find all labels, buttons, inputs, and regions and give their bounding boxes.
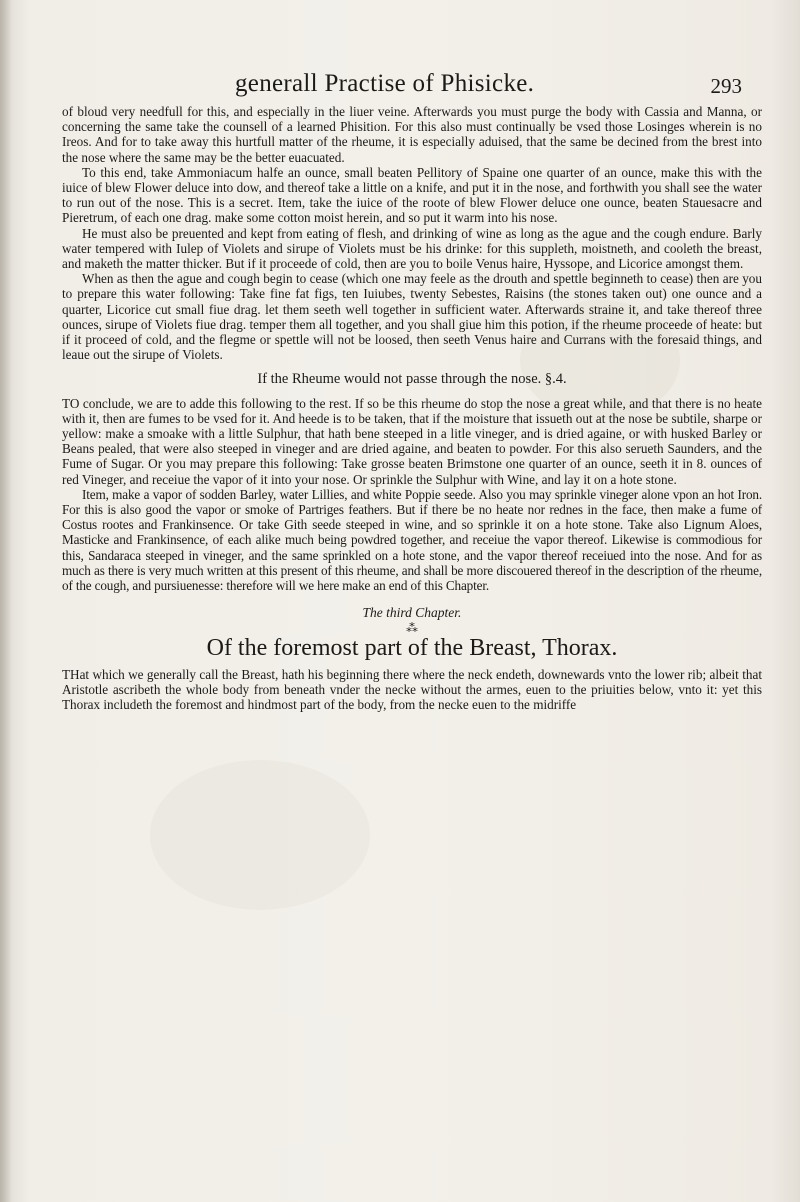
body-paragraph: TO conclude, we are to adde this following to the rest. If so be this rheume do stop the nose a great while, and that there is no heate with it, then are fumes to be vsed for it. And heede is to be taken, that if the moisture that issueth out at the nose be subtile, sharpe or yellow: make a smoake with a little Sulphur, that hath bene steeped in a litle vineger, and is dried againe, or with husked Barley or Beans pealed, that were also steeped in vineger and are dried againe, and beaten to powder. For this also serueth Saunders, and the Fume of Sugar. Or you may prepare this following: Take grosse beaten Brimstone one quarter of an ounce, seeth it in 8. ounces of red Vineger, and receiue the vapor of it into your nose. Or sprinkle the Sulphur with Wine, and lay it on a hote stone. xyxy=(62,395,762,487)
section-heading: If the Rheume would not passe through the nose. §.4. xyxy=(257,371,567,388)
chapter-label: The third Chapter. xyxy=(362,605,462,621)
chapter-opening-paragraph: THat which we generally call the Breast, hath his beginning there where the neck endeth, downewards vnto the lower rib; albeit that Aristotle ascribeth the whole body from beneath vnder the necke without the armes, euen to the priuities below, vnto it: yet this Thorax includeth the foremost and hindmost part of the body, from the necke euen to the midriffe xyxy=(62,666,762,712)
page-gutter-shadow xyxy=(0,0,12,1202)
body-paragraph: Item, make a vapor of sodden Barley, water Lillies, and white Poppie seede. Also you may sprinkle vineger alone vpon an hot Iron. For this is also good the vapor or smoke of Partriges feathers. But if there be no heate nor rednes in the face, then make a fume of Costus rootes and Frankinsence. Or take Gith seede steeped in wine, and so sprinkle it on a hote stone. Take also Lignum Aloes, Masticke and Frankinsence, of each alike much being powdred together, and receiue the vapor thereof. Likewise is commodious for this, Sandaraca steeped in vineger, and the same sprinkled on a hote stone, and the vapor thereof receiued into the nose. And for as much as there is very much written at this present of this rheume, and shall be more discouered thereof in the description of the rheume, of the cough, and pursiuenesse: therefore will we here make an end of this Chapter. xyxy=(62,486,762,594)
body-paragraph: He must also be preuented and kept from eating of flesh, and drinking of wine as long as the ague and the cough endure. Barly water tempered with Iulep of Violets and sirupe of Violets must be his drinke: for this suppleth, moistneth, and cooleth the breast, and maketh the matter thicker. But if it proceede of cold, then are you to boile Venus haire, Hyssope, and Licorice amongst them. xyxy=(62,225,762,272)
chapter-title: Of the foremost part of the Breast, Thorax. xyxy=(206,634,618,661)
ornament-icon: ⁂ xyxy=(406,620,418,635)
running-head: generall Practise of Phisicke. xyxy=(235,70,535,97)
body-paragraph: To this end, take Ammoniacum halfe an ounce, small beaten Pellitory of Spaine one quarter of an ounce, make this with the iuice of blew Flower deluce into dow, and thereof take a little on a knife, and put it in the nose, and forthwith you shall see the water to run out of the nose. This is a secret. Item, take the iuice of the roote of blew Flower deluce one ounce, beaten Stauesacre and Pieretrum, of each one drag. make some cotton moist herein, and so put it warm into his nose. xyxy=(62,164,762,226)
body-paragraph: of bloud very needfull for this, and especially in the liuer veine. Afterwards you must purge the body with Cassia and Manna, or concerning the same take the counsell of a learned Phisition. For this also must continually be vsed those Losinges wherein is no Ireos. And for to take away this hurtfull matter of the rheume, it is especially aduised, that the same be decined from the brest into the nose where the same may be the better euacuated. xyxy=(62,104,762,165)
body-paragraph: When as then the ague and cough begin to cease (which one may feele as the drouth and spettle beginneth to cease) then are you to prepare this water following: Take fine fat figs, ten Iuiubes, twenty Sebestes, Raisins (the stones taken out) one ounce and a quarter, Licorice cut small fiue drag. let them seeth well together in sufficient water. Afterwards straine it, and take thereof three ounces, sirupe of Violets fiue drag. temper them all together, and you shall giue him this potion, if the rheume proceede of heate: but if it proceed of cold, and the flegme or spettle will not be loosed, then seeth Venus haire and Currans with the foresaid things, and leaue out the sirupe of Violets. xyxy=(62,271,762,363)
page-number: 293 xyxy=(710,74,742,98)
page-body xyxy=(62,104,762,712)
page-header xyxy=(100,70,760,102)
paper-stain xyxy=(150,760,370,910)
